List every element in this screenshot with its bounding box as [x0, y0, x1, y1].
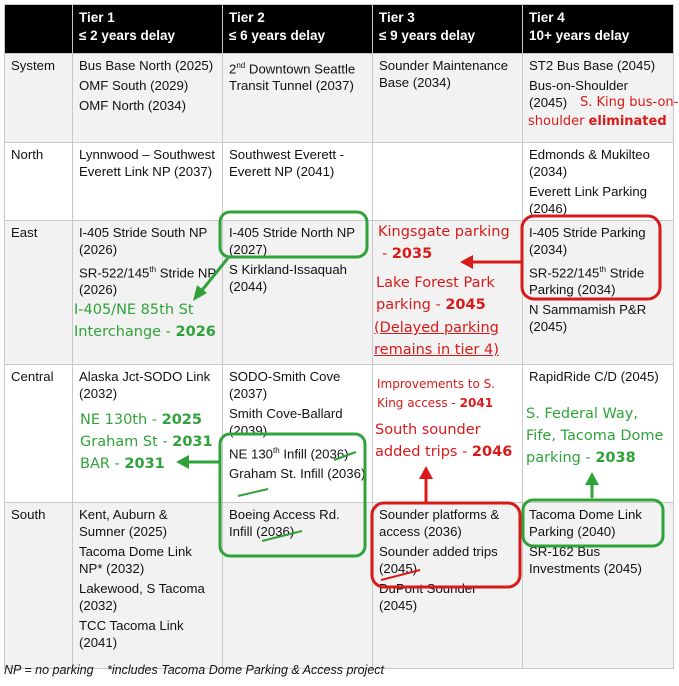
tier-4-cell	[523, 503, 674, 669]
anno-sking-1: Improvements to S.	[377, 377, 496, 391]
anno-graham: Graham St - 2031	[80, 434, 213, 450]
header-tier-3: Tier 3 ≤ 9 years delay	[373, 5, 523, 54]
anno-ne85-1: I-405/NE 85th St	[74, 302, 194, 318]
project-item: RapidRide C/D (2045)	[529, 369, 659, 384]
project-item: Sounder added trips (2045)	[379, 544, 498, 576]
tier-2-cell	[223, 365, 373, 503]
project-item: Sounder platforms & access (2036)	[379, 507, 500, 539]
header-tier-2: Tier 2 ≤ 6 years delay	[223, 5, 373, 54]
header-tier-4: Tier 4 10+ years delay	[523, 5, 674, 54]
tier-2-cell	[223, 143, 373, 221]
project-item: SR-522/145th Stride Parking (2034)	[529, 265, 645, 298]
header-row	[5, 5, 674, 54]
anno-bar: BAR - 2031	[80, 456, 165, 472]
anno-fedway-1: S. Federal Way,	[526, 406, 638, 422]
footnote-np: NP = no parking	[4, 663, 94, 677]
project-item: Graham St. Infill (2036)	[229, 466, 366, 482]
footnote	[4, 663, 394, 677]
project-item: OMF South (2029)	[79, 78, 189, 93]
project-item: Lakewood, S Tacoma (2032)	[79, 581, 205, 613]
project-item: I-405 Stride Parking (2034)	[529, 225, 646, 257]
project-item: 2nd Downtown Seattle Transit Tunnel (2037)	[229, 61, 356, 94]
region-label: Central	[5, 365, 73, 503]
anno-delayed-1: (Delayed parking	[374, 320, 499, 336]
tier-1-cell	[73, 503, 223, 669]
tier-1-cell	[73, 143, 223, 221]
tier-4-cell	[523, 143, 674, 221]
project-item: Alaska Jct-SODO Link (2032)	[79, 369, 211, 401]
anno-lakeforest-1: Lake Forest Park	[376, 275, 495, 291]
project-item: Tacoma Dome Link Parking (2040)	[529, 507, 642, 539]
project-item: SR-522/145th Stride NP (2026)	[79, 265, 216, 298]
tier-1-cell	[73, 54, 223, 143]
anno-delayed-2: remains in tier 4)	[374, 342, 499, 358]
tier-4-cell	[523, 221, 674, 365]
project-item: ST2 Bus Base (2045)	[529, 58, 656, 73]
region-label: System	[5, 54, 73, 143]
anno-ne85-2: Interchange - 2026	[74, 324, 216, 340]
project-item: Everett Link Parking (2046)	[529, 184, 648, 216]
anno-fedway-2: Fife, Tacoma Dome	[526, 428, 664, 444]
project-item: DuPont Sounder (2045)	[379, 581, 477, 613]
anno-kingsgate: Kingsgate parking	[378, 224, 510, 240]
project-item: NE 130th Infill (2036)	[229, 446, 349, 462]
row-north	[5, 143, 674, 221]
header-tier-1: Tier 1 ≤ 2 years delay	[73, 5, 223, 54]
footnote-star: *includes Tacoma Dome Parking & Access project	[107, 663, 384, 677]
tier-3-cell	[373, 503, 523, 669]
row-south	[5, 503, 674, 669]
region-label: North	[5, 143, 73, 221]
project-item: Edmonds & Mukilteo (2034)	[529, 147, 650, 179]
anno-bus-shoulder-2: shoulder eliminated	[528, 114, 667, 129]
tier-2-cell	[223, 221, 373, 365]
anno-sking-2: King access - 2041	[377, 396, 494, 410]
project-item: I-405 Stride South NP (2026)	[79, 225, 208, 257]
project-item: Tacoma Dome Link NP* (2032)	[79, 544, 192, 576]
project-item: SODO-Smith Cove (2037)	[229, 369, 341, 401]
project-item: Bus Base North (2025)	[79, 58, 214, 73]
project-item: Smith Cove-Ballard (2039)	[229, 406, 343, 438]
anno-fedway-3: parking - 2038	[526, 450, 636, 466]
anno-kingsgate-year: - 2035	[382, 246, 433, 262]
region-label: South	[5, 503, 73, 669]
anno-sounder-2: added trips - 2046	[375, 444, 513, 460]
project-item: S Kirkland-Issaquah (2044)	[229, 262, 348, 294]
anno-sounder-1: South sounder	[375, 422, 481, 438]
header-corner	[5, 5, 73, 54]
project-item: Sounder Maintenance Base (2034)	[379, 58, 509, 90]
region-label: East	[5, 221, 73, 365]
anno-ne130: NE 130th - 2025	[80, 412, 202, 428]
project-item: Kent, Auburn & Sumner (2025)	[79, 507, 168, 539]
project-item: Boeing Access Rd. Infill (2036)	[229, 507, 340, 539]
tier-3-cell	[373, 143, 523, 221]
anno-lakeforest-2: parking - 2045	[376, 297, 486, 313]
tier-2-cell	[223, 54, 373, 143]
project-item: SR-162 Bus Investments (2045)	[529, 544, 642, 576]
project-item: I-405 Stride North NP (2027)	[229, 225, 355, 257]
project-item: OMF North (2034)	[79, 98, 186, 113]
tier-3-cell	[373, 54, 523, 143]
project-item: N Sammamish P&R (2045)	[529, 302, 647, 335]
anno-bus-shoulder-1: S. King bus-on-	[580, 95, 679, 110]
project-item: Bus-on-Shoulder (2045)	[529, 78, 628, 110]
tier-2-cell	[223, 503, 373, 669]
project-item: Lynnwood – Southwest Everett Link NP (2037)	[79, 147, 215, 179]
project-item: Southwest Everett - Everett NP (2041)	[229, 147, 345, 179]
project-item: TCC Tacoma Link (2041)	[79, 618, 184, 650]
